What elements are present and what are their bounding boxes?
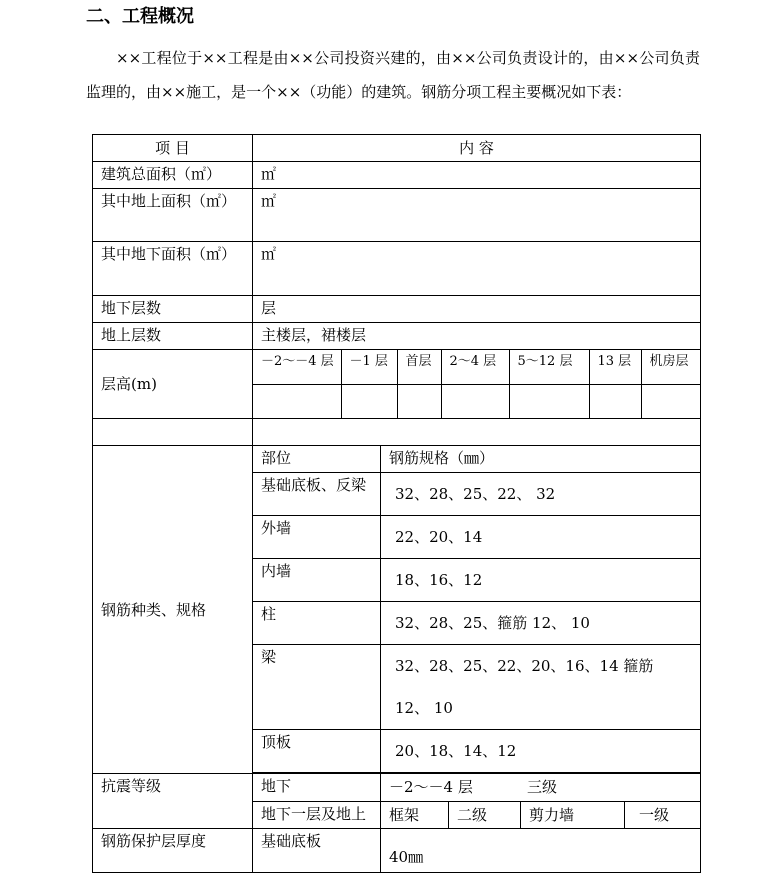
above-floors-label: 地上层数 (93, 323, 253, 350)
rebar-part: 外墙 (253, 516, 381, 559)
below-floors-value: 层 (253, 296, 701, 323)
rebar-col-spec: 钢筋规格（㎜） (381, 446, 701, 473)
floor-height-value (509, 384, 589, 418)
seismic-frame-grade: 二级 (449, 802, 521, 828)
floor-height-label: 层高(m) (93, 350, 253, 419)
floor-height-value (397, 384, 441, 418)
floor-height-grid (253, 350, 701, 418)
seismic-underground-grade: 三级 (527, 778, 558, 796)
rebar-spec-line: 12、 10 (395, 699, 453, 717)
rebar-part: 顶板 (253, 730, 381, 773)
rebar-spec: 32、28、25、22、 32 (381, 473, 701, 516)
floor-height-col: －2～－4 层 (253, 350, 341, 384)
blank-label (93, 419, 253, 446)
floor-height-value (341, 384, 397, 418)
floor-height-col: 5～12 层 (509, 350, 589, 384)
rebar-part: 内墙 (253, 559, 381, 602)
seismic-frame: 框架 (381, 802, 449, 828)
seismic-underground-cell (381, 774, 701, 802)
floor-height-value (589, 384, 641, 418)
rebar-label: 钢筋种类、规格 (93, 446, 253, 774)
rebar-part: 柱 (253, 602, 381, 645)
floor-height-value (641, 384, 701, 418)
floor-height-col: 机房层 (641, 350, 701, 384)
seismic-b1-above: 地下一层及地上 (253, 802, 381, 829)
header-item: 项 目 (93, 135, 253, 162)
floor-height-value (253, 384, 341, 418)
floor-height-col: 2～4 层 (441, 350, 509, 384)
rebar-spec (381, 645, 701, 730)
header-content: 内 容 (253, 135, 701, 162)
intro-paragraph: ××工程位于××工程是由××公司投资兴建的，由××公司负责设计的，由××公司负责监理的，由××施工，是一个××（功能）的建筑。钢筋分项工程主要概况如下表： (86, 49, 700, 101)
rebar-part: 梁 (253, 645, 381, 730)
above-area-label: 其中地上面积（㎡） (93, 189, 253, 242)
rebar-part: 基础底板、反梁 (253, 473, 381, 516)
below-area-label: 其中地下面积（㎡） (93, 242, 253, 296)
seismic-underground: 地下 (253, 774, 381, 802)
below-floors-label: 地下层数 (93, 296, 253, 323)
blank-value (253, 419, 701, 446)
above-floors-value: 主楼层，裙楼层 (253, 323, 701, 350)
seismic-shear-wall-grade: 一级 (639, 806, 670, 824)
floor-height-col: 首层 (397, 350, 441, 384)
rebar-spec: 32、28、25、箍筋 12、 10 (381, 602, 701, 645)
seismic-label: 抗震等级 (93, 774, 253, 829)
floor-height-value (441, 384, 509, 418)
section-heading: 二、工程概况 (86, 6, 194, 27)
rebar-col-part: 部位 (253, 446, 381, 473)
rebar-spec-line: 32、28、25、22、20、16、14 箍筋 (395, 657, 654, 675)
total-area-label: 建筑总面积（㎡） (93, 162, 253, 189)
seismic-underground-floors: －2～－4 层 (389, 778, 473, 796)
floor-height-col: 13 层 (589, 350, 641, 384)
rebar-spec: 22、20、14 (381, 516, 701, 559)
below-area-value: ㎡ (253, 242, 701, 296)
seismic-shear-wall: 剪力墙 (521, 802, 625, 828)
rebar-spec: 18、16、12 (381, 559, 701, 602)
total-area-value: ㎡ (253, 162, 701, 189)
project-overview-table (92, 134, 701, 873)
cover-part: 基础底板 (253, 829, 381, 873)
floor-height-col: －1 层 (341, 350, 397, 384)
rebar-spec: 20、18、14、12 (381, 730, 701, 773)
cover-label: 钢筋保护层厚度 (93, 829, 253, 873)
cover-value: 40㎜ (381, 829, 701, 873)
above-area-value: ㎡ (253, 189, 701, 242)
seismic-b1-cell (381, 802, 701, 829)
floor-height-cell (253, 350, 701, 419)
